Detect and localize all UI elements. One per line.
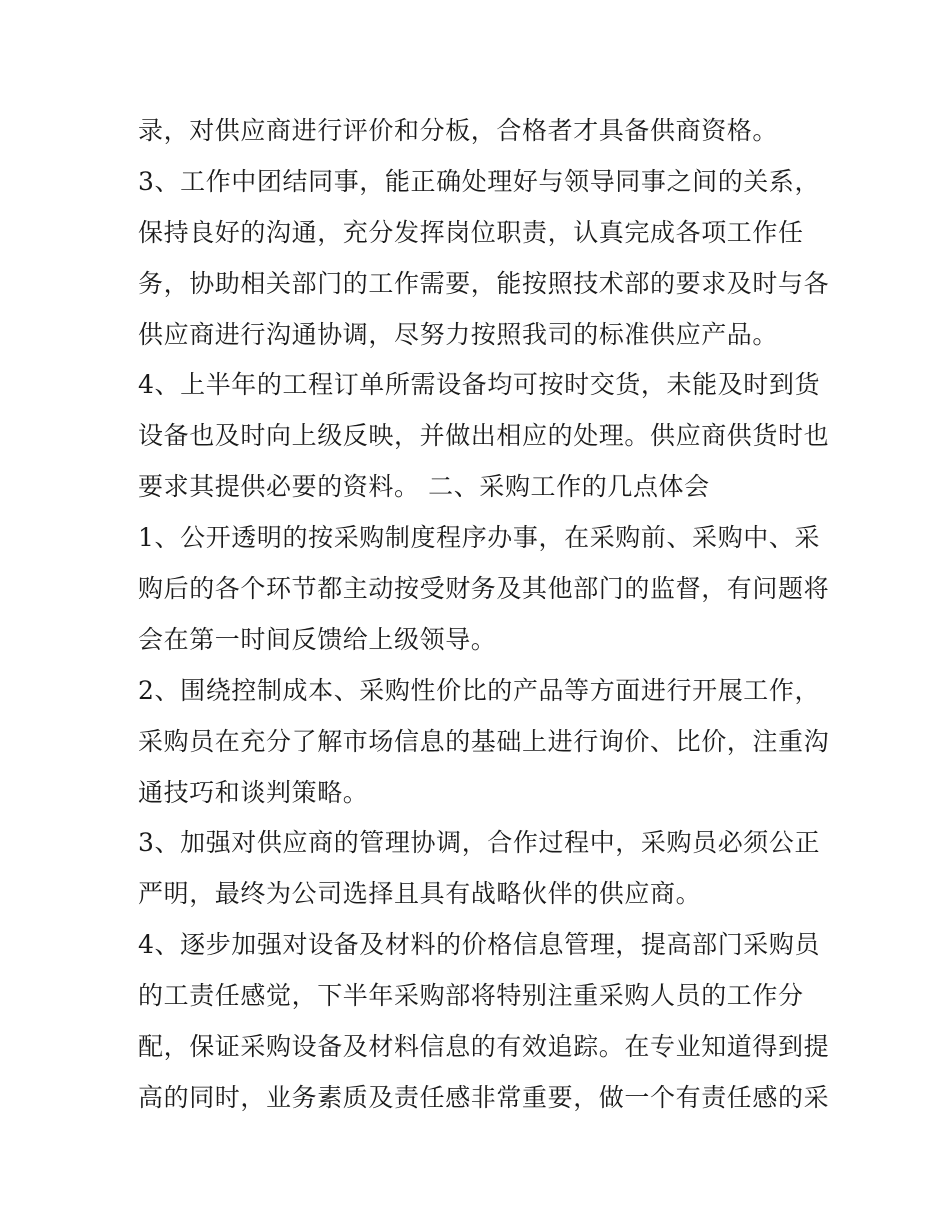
text-line: 3、加强对供应商的管理协调，合作过程中，采购员必须公正 bbox=[138, 828, 821, 858]
text-line: 严明，最终为公司选择且具有战略伙伴的供应商。 bbox=[138, 879, 702, 909]
text-line: 供应商进行沟通协调，尽努力按照我司的标准供应产品。 bbox=[138, 319, 779, 349]
text-line: 采购员在充分了解市场信息的基础上进行询价、比价，注重沟 bbox=[138, 726, 830, 756]
text-line: 2、围绕控制成本、采购性价比的产品等方面进行开展工作， bbox=[138, 675, 821, 705]
text-line: 购后的各个环节都主动按受财务及其他部门的监督，有问题将 bbox=[138, 574, 830, 604]
text-line: 4、上半年的工程订单所需设备均可按时交货，未能及时到货 bbox=[138, 370, 821, 400]
text-line: 配，保证采购设备及材料信息的有效追踪。在专业知道得到提 bbox=[138, 1032, 830, 1062]
text-line: 保持良好的沟通，充分发挥岗位职责，认真完成各项工作任 bbox=[138, 217, 804, 247]
text-line: 要求其提供必要的资料。 二、采购工作的几点体会 bbox=[138, 472, 710, 502]
text-line: 4、逐步加强对设备及材料的价格信息管理，提高部门采购员 bbox=[138, 930, 821, 960]
text-line: 高的同时，业务素质及责任感非常重要，做一个有责任感的采 bbox=[138, 1082, 830, 1112]
text-line: 1、公开透明的按采购制度程序办事，在采购前、采购中、采 bbox=[138, 523, 821, 553]
text-line: 录，对供应商进行评价和分板，合格者才具备供商资格。 bbox=[138, 116, 779, 145]
text-line: 3、工作中团结同事，能正确处理好与领导同事之间的关系， bbox=[138, 166, 821, 196]
text-line: 设备也及时向上级反映，并做出相应的处理。供应商供货时也 bbox=[138, 421, 830, 451]
body-text bbox=[138, 106, 830, 1124]
text-line: 务，协助相关部门的工作需要，能按照技术部的要求及时与各 bbox=[138, 268, 830, 298]
text-line: 的工责任感觉，下半年采购部将特别注重采购人员的工作分 bbox=[138, 981, 804, 1011]
text-line: 通技巧和谈判策略。 bbox=[138, 777, 369, 807]
text-line: 会在第一时间反馈给上级领导。 bbox=[138, 624, 497, 654]
